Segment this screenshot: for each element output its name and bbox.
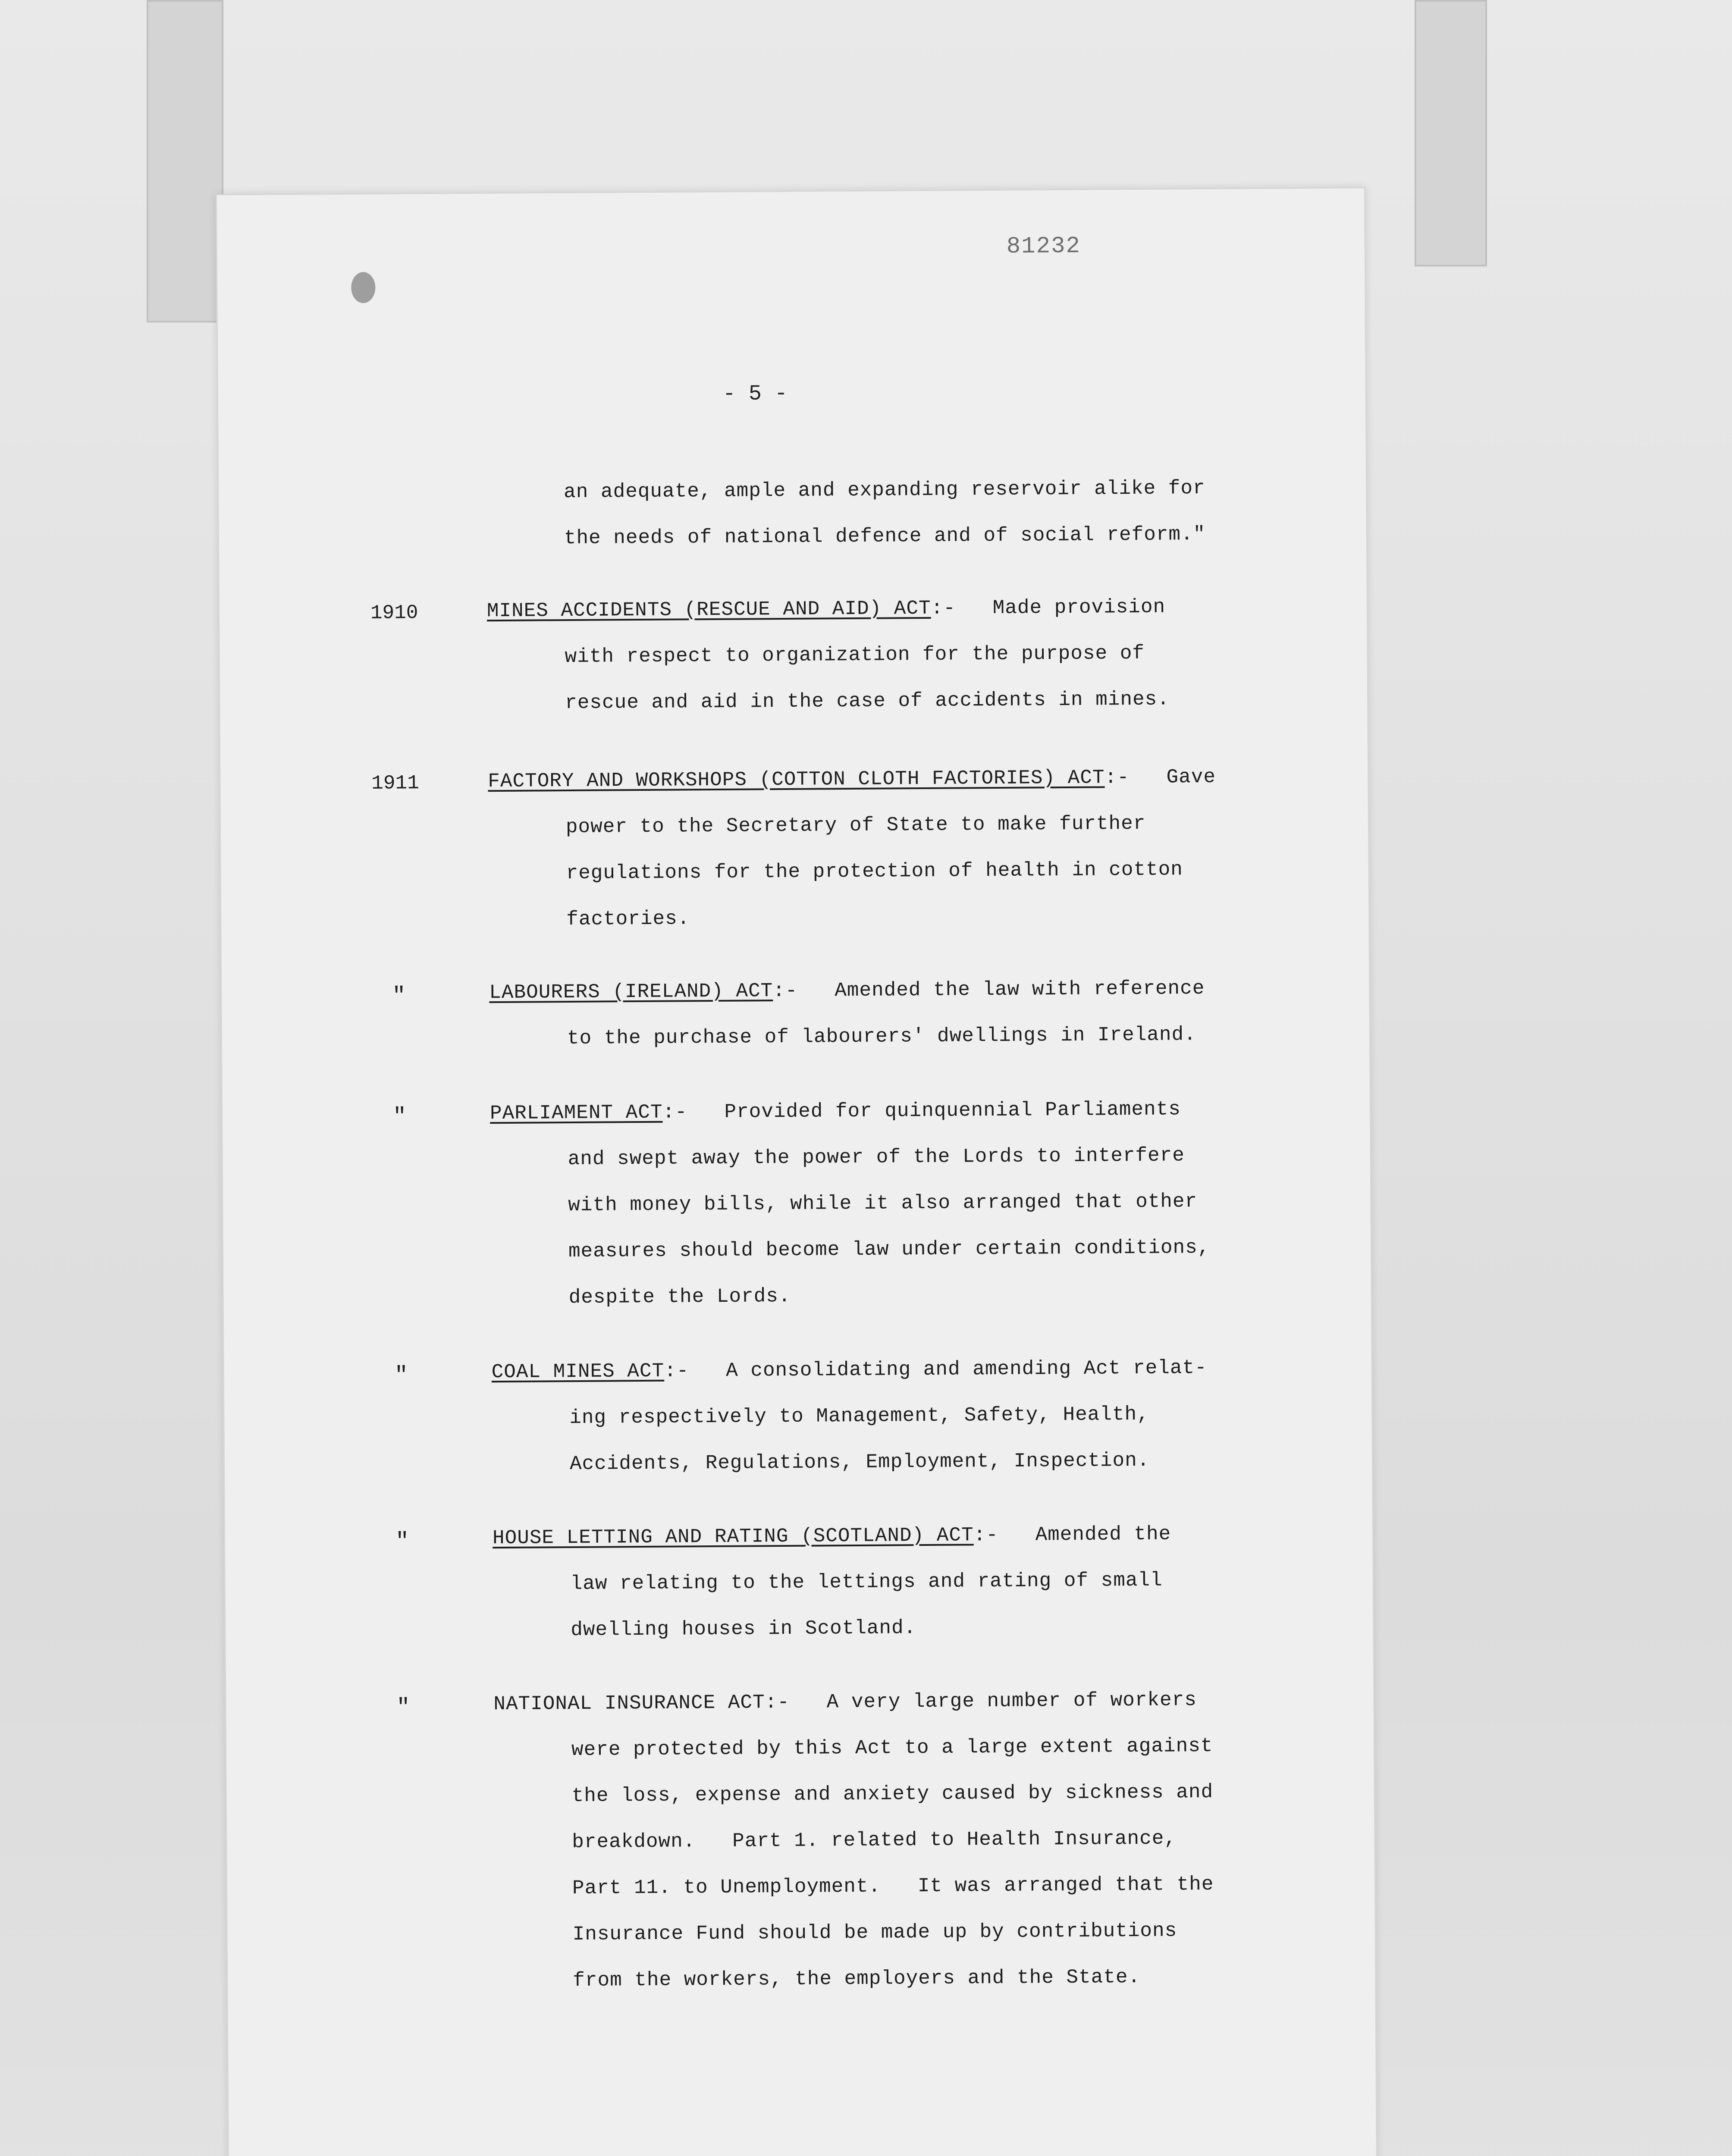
document-number: 81232 [1006, 233, 1081, 260]
entry-first-line [487, 584, 1166, 635]
act-title: FACTORY AND WORKSHOPS (COTTON CLOTH FACTORIES) ACT [488, 766, 1105, 793]
entry-description: :- Amended the [973, 1523, 1171, 1547]
continuation-line: an adequate, ample and expanding reservoir alike for [564, 476, 1205, 504]
entry-line: ing respectively to Management, Safety, Health, [569, 1403, 1149, 1429]
entry-line: power to the Secretary of State to make further [565, 812, 1146, 839]
entry-line: measures should become law under certain conditions, [568, 1236, 1210, 1263]
entry-first-line [490, 1086, 1181, 1137]
ditto-mark: " [392, 1104, 407, 1130]
entry-year: 1910 [370, 602, 418, 624]
entry-description: :- Gave [1104, 765, 1216, 789]
entry-line: law relating to the lettings and rating of small [570, 1569, 1163, 1595]
act-title: PARLIAMENT ACT [489, 1101, 663, 1125]
entry-description: :- A very large number of workers [765, 1689, 1197, 1714]
act-title: HOUSE LETTING AND RATING (SCOTLAND) ACT [492, 1524, 974, 1550]
ditto-mark: " [392, 983, 406, 1009]
entry-line: Insurance Fund should be made up by contributions [572, 1919, 1177, 1946]
tape-top-right [1415, 0, 1487, 266]
entry-line: rescue and aid in the case of accidents in mines. [565, 688, 1170, 714]
entry-line: the loss, expense and anxiety caused by sickness and [571, 1780, 1214, 1808]
ditto-mark: " [394, 1363, 408, 1388]
entry-first-line [493, 1677, 1197, 1727]
tape-top-left [147, 0, 223, 323]
entry-line: and swept away the power of the Lords to interfere [568, 1144, 1185, 1171]
entry-line: to the purchase of labourers' dwellings in Ireland. [567, 1023, 1196, 1050]
entry-line: despite the Lords. [568, 1285, 791, 1309]
entry-first-line [491, 1345, 1207, 1395]
punch-hole [351, 272, 375, 303]
entry-line: breakdown. Part 1. related to Health Insurance, [572, 1827, 1177, 1854]
act-title: MINES ACCIDENTS (RESCUE AND AID) ACT [486, 597, 931, 623]
entry-line: with respect to organization for the purpose of [565, 642, 1145, 668]
entry-line: from the workers, the employers and the State. [573, 1965, 1141, 1992]
entry-first-line [488, 754, 1216, 805]
ditto-mark: " [395, 1529, 409, 1554]
entry-first-line [493, 1511, 1171, 1562]
entry-year: 1911 [371, 772, 419, 795]
entry-first-line [489, 965, 1205, 1016]
continuation-line: the needs of national defence and of social reform." [564, 523, 1206, 550]
page-number: - 5 - [722, 381, 788, 407]
entry-line: factories. [566, 907, 690, 931]
entry-line: with money bills, while it also arranged that other [568, 1190, 1198, 1217]
document-page [216, 187, 1377, 2156]
entry-description: :- Amended the law with reference [773, 977, 1205, 1003]
entry-description: :- A consolidating and amending Act relat- [664, 1357, 1207, 1382]
entry-description: :- Provided for quinquennial Parliaments [662, 1098, 1181, 1124]
act-title: NATIONAL INSURANCE ACT [493, 1691, 765, 1716]
entry-line: dwelling houses in Scotland. [571, 1617, 916, 1642]
entry-line: were protected by this Act to a large extent against [571, 1734, 1213, 1761]
act-title: COAL MINES ACT [491, 1360, 665, 1384]
entry-line: Accidents, Regulations, Employment, Inspection. [569, 1449, 1150, 1476]
ditto-mark: " [396, 1695, 410, 1720]
entry-line: Part 11. to Unemployment. It was arranged that the [572, 1873, 1214, 1900]
entry-description: :- Made provision [931, 595, 1166, 620]
entry-line: regulations for the protection of health in cotton [566, 858, 1183, 885]
act-title: LABOURERS (IRELAND) ACT [489, 980, 773, 1004]
